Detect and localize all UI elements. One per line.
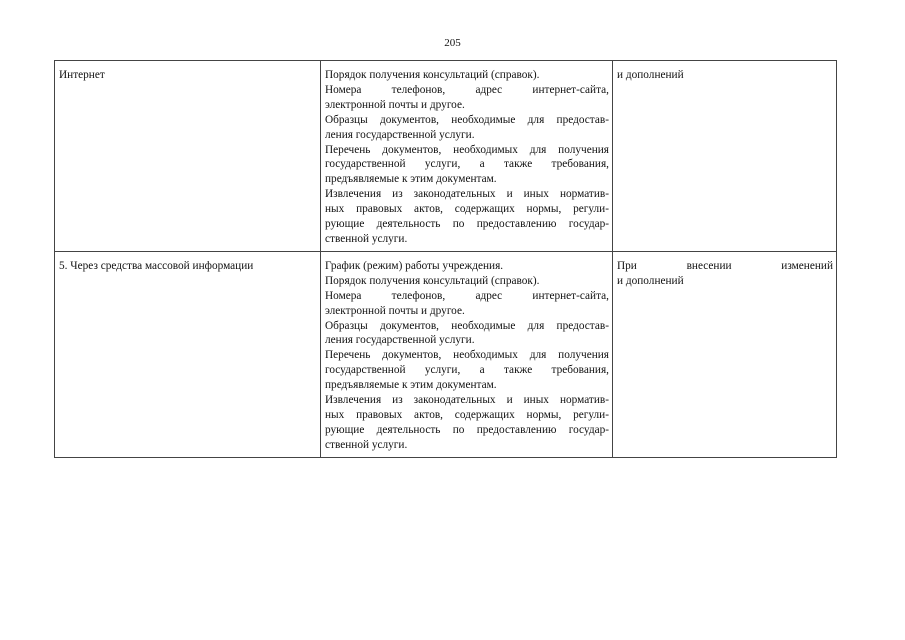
information-line: Порядок получения консультаций (справок). xyxy=(325,69,540,81)
information-line: Образцы документов, необходимые для предостав- xyxy=(325,113,609,126)
information-line: Номера телефонов, адрес интернет-сайта, xyxy=(325,83,609,96)
information-line: ственной услуги. xyxy=(325,232,408,245)
channel-text: 5. Через средства массовой информации xyxy=(59,259,254,272)
information-line: Извлечения из законодательных и иных норматив- xyxy=(325,188,609,201)
information-line: предъявляемые к этим документам. xyxy=(325,379,497,392)
channel-cell xyxy=(55,61,321,252)
information-line: ления государственной услуги. xyxy=(325,334,475,347)
timing-cell xyxy=(613,251,837,457)
information-line: Образцы документов, необходимые для предостав- xyxy=(325,319,609,332)
information-line: Перечень документов, необходимых для получения xyxy=(325,143,609,156)
table-body xyxy=(55,61,837,458)
information-line: Перечень документов, необходимых для получения xyxy=(325,349,609,362)
page-number: 205 xyxy=(444,37,461,49)
information-line: предъявляемые к этим документам. xyxy=(325,173,497,186)
information-line: рующие деятельность по предоставлению государ- xyxy=(325,218,609,231)
information-line: ственной услуги. xyxy=(325,438,408,451)
timing-line: При внесении изменений xyxy=(617,259,833,272)
channel-text: Интернет xyxy=(59,69,105,81)
timing-cell xyxy=(613,61,837,252)
information-line: ных правовых актов, содержащих нормы, регули- xyxy=(325,408,609,421)
information-line: государственной услуги, а также требования, xyxy=(325,364,609,377)
table-row xyxy=(55,61,837,252)
timing-line: и дополнений xyxy=(617,69,684,81)
channel-cell xyxy=(55,251,321,457)
information-line: государственной услуги, а также требования, xyxy=(325,158,609,171)
information-line: Номера телефонов, адрес интернет-сайта, xyxy=(325,289,609,302)
document-table xyxy=(54,60,837,458)
information-line: График (режим) работы учреждения. xyxy=(325,259,504,272)
information-line: Порядок получения консультаций (справок). xyxy=(325,274,540,287)
timing-line: и дополнений xyxy=(617,274,684,287)
information-line: Извлечения из законодательных и иных норматив- xyxy=(325,394,609,407)
information-line: ных правовых актов, содержащих нормы, регули- xyxy=(325,203,609,216)
information-line: электронной почты и другое. xyxy=(325,98,465,111)
information-line: электронной почты и другое. xyxy=(325,304,465,317)
table-row xyxy=(55,251,837,457)
information-cell xyxy=(321,61,613,252)
information-line: ления государственной услуги. xyxy=(325,128,475,141)
information-line: рующие деятельность по предоставлению государ- xyxy=(325,423,609,436)
information-cell xyxy=(321,251,613,457)
